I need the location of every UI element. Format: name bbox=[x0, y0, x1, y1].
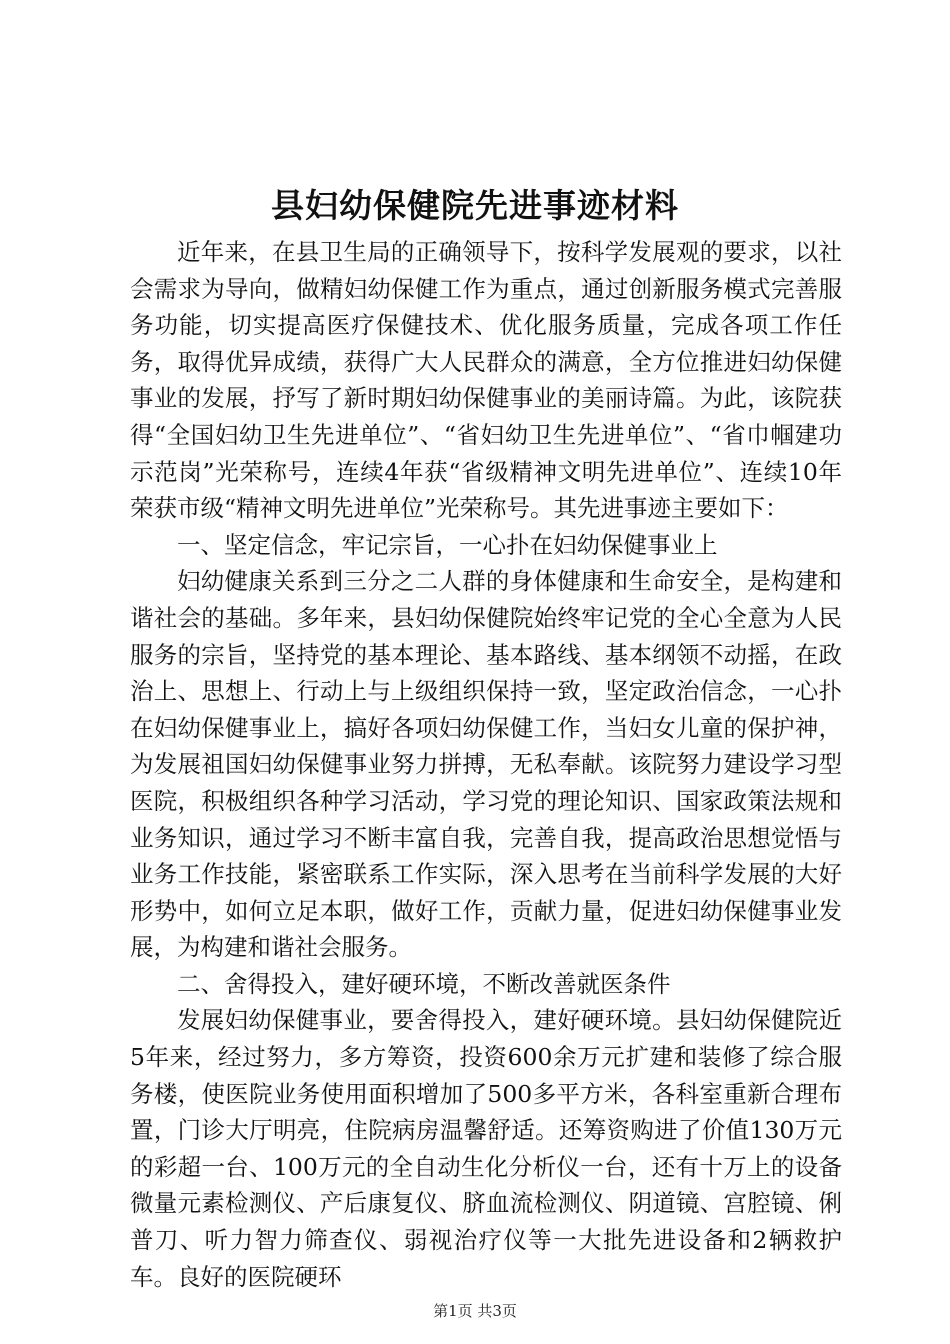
section-heading-2: 二、舍得投入，建好硬环境，不断改善就医条件 bbox=[177, 969, 671, 998]
document-body bbox=[130, 234, 842, 1295]
section-2-paragraph: 发展妇幼保健事业，要舍得投入，建好硬环境。县妇幼保健院近5年来，经过努力，多方筹资，投资600余万元扩建和装修了综合服务楼，使医院业务使用面积增加了500多平方米，各科室重新合理布置，门诊大厅明亮，住院病房温馨舒适。还筹资购进了价值130万元的彩超一台、100万元的全自动生化分析仪一台，还有十万上的设备微量元素检测仪、产后康复仪、脐血流检测仪、阴道镜、宫腔镜、俐普刀、听力智力筛查仪、弱视治疗仪等一大批先进设备和2辆救护车。良好的医院硬环 bbox=[130, 1006, 842, 1291]
document-title: 县妇幼保健院先进事迹材料 bbox=[271, 186, 679, 225]
page-number-footer: 第1页 共3页 bbox=[433, 1302, 517, 1320]
section-1-paragraph: 妇幼健康关系到三分之二人群的身体健康和生命安全，是构建和谐社会的基础。多年来，县妇幼保健院始终牢记党的全心全意为人民服务的宗旨，坚持党的基本理论、基本路线、基本纲领不动摇，在政治上、思想上、行动上与上级组织保持一致，坚定政治信念，一心扑在妇幼保健事业上，搞好各项妇幼保健工作，当妇女儿童的保护神，为发展祖国妇幼保健事业努力拼搏，无私奉献。该院努力建设学习型医院，积极组织各种学习活动，学习党的理论知识、国家政策法规和业务知识，通过学习不断丰富自我，完善自我，提高政治思想觉悟与业务工作技能，紧密联系工作实际，深入思考在当前科学发展的大好形势中，如何立足本职，做好工作，贡献力量，促进妇幼保健事业发展，为构建和谐社会服务。 bbox=[130, 567, 842, 962]
section-heading-1: 一、坚定信念，牢记宗旨，一心扑在妇幼保健事业上 bbox=[177, 530, 718, 559]
intro-paragraph: 近年来，在县卫生局的正确领导下，按科学发展观的要求，以社会需求为导向，做精妇幼保健工作为重点，通过创新服务模式完善服务功能，切实提高医疗保健技术、优化服务质量，完成各项工作任务，取得优异成绩，获得广大人民群众的满意，全方位推进妇幼保健事业的发展，抒写了新时期妇幼保健事业的美丽诗篇。为此，该院获得“全国妇幼卫生先进单位”、“省妇幼卫生先进单位”、“省巾帼建功示范岗”光荣称号，连续4年获“省级精神文明先进单位”、连续10年荣获市级“精神文明先进单位”光荣称号。其先进事迹主要如下： bbox=[130, 238, 842, 523]
